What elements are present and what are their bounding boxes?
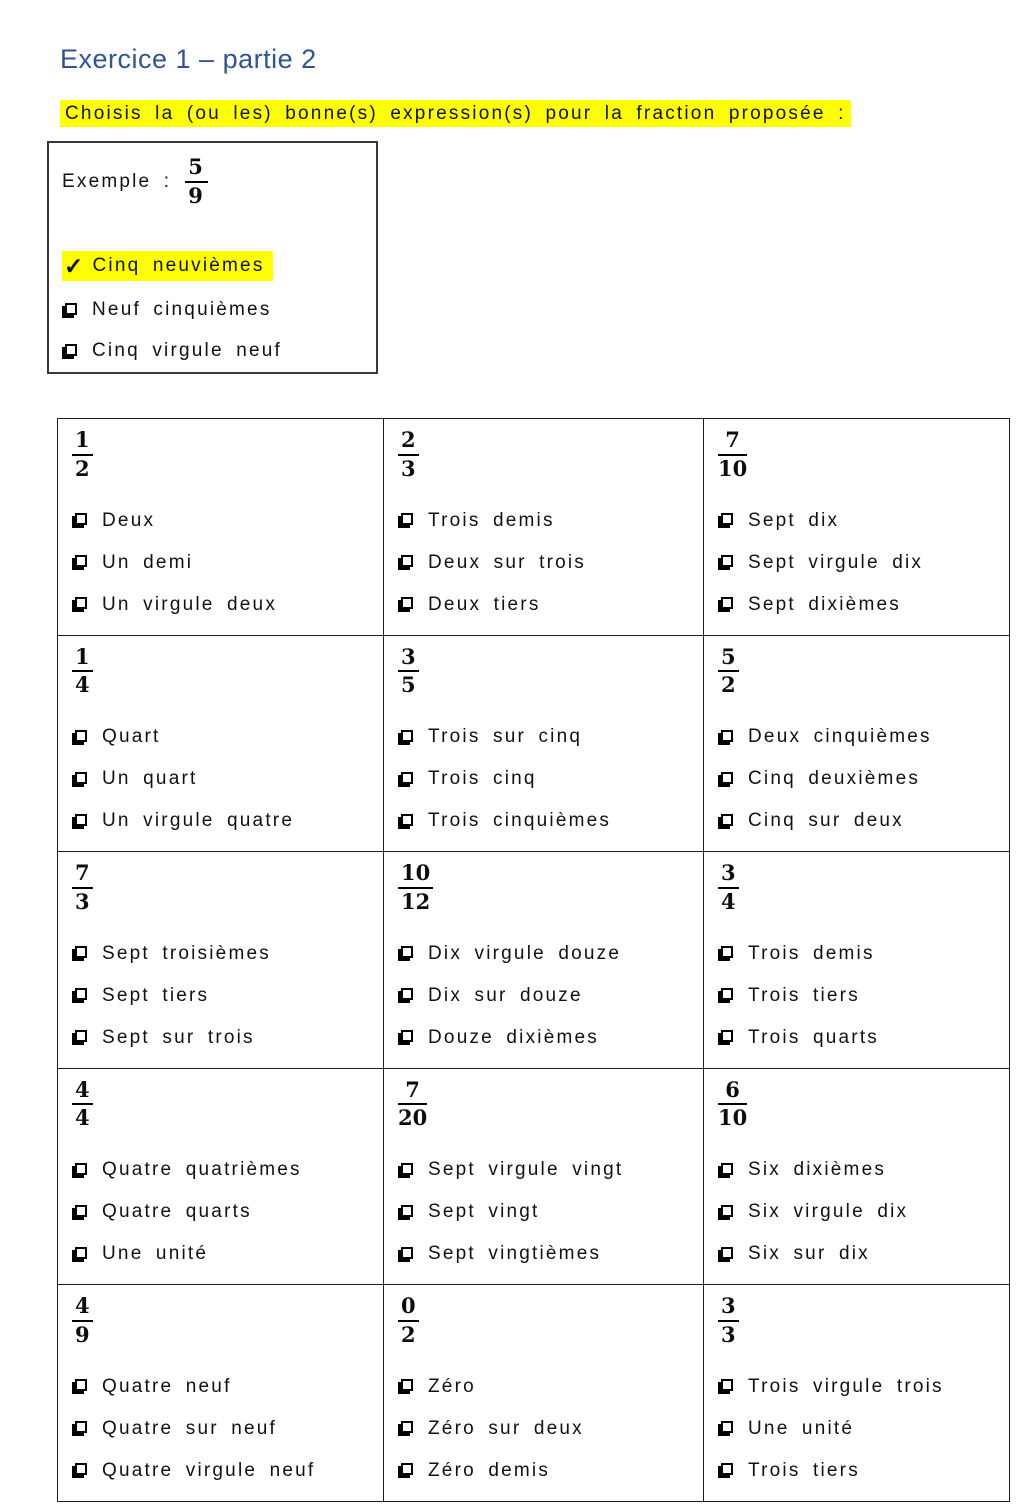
checkbox-icon[interactable] bbox=[401, 1463, 413, 1475]
option-content[interactable] bbox=[72, 509, 155, 533]
option-label: Sept dixièmes bbox=[748, 593, 901, 615]
option-row[interactable] bbox=[398, 1375, 699, 1399]
cell-fraction bbox=[718, 428, 747, 482]
option-label: Un demi bbox=[102, 551, 194, 573]
checkbox-icon[interactable] bbox=[721, 730, 733, 742]
option-row[interactable] bbox=[718, 1417, 1005, 1441]
cell-fraction bbox=[718, 645, 739, 699]
option-label: Cinq sur deux bbox=[748, 810, 904, 832]
cell-options bbox=[72, 1375, 379, 1483]
cell-options bbox=[718, 1375, 1005, 1483]
option-row[interactable] bbox=[72, 809, 379, 833]
checkbox-icon[interactable] bbox=[75, 1379, 87, 1391]
checkbox-icon[interactable] bbox=[401, 1030, 413, 1042]
option-content[interactable] bbox=[72, 767, 197, 791]
checkbox-icon[interactable] bbox=[75, 772, 87, 784]
option-row[interactable] bbox=[398, 984, 699, 1008]
fraction-numerator: 4 bbox=[72, 1078, 93, 1106]
option-content[interactable] bbox=[398, 1459, 550, 1483]
option-row[interactable] bbox=[718, 1158, 1005, 1182]
option-label: Quart bbox=[102, 726, 161, 748]
fraction-numerator: 4 bbox=[72, 1294, 93, 1322]
checkbox-icon[interactable] bbox=[75, 555, 87, 567]
option-row[interactable] bbox=[72, 942, 379, 966]
cell-fraction bbox=[72, 861, 93, 915]
option-label: Zéro demis bbox=[428, 1459, 551, 1481]
option-row[interactable] bbox=[72, 767, 379, 791]
checkbox-icon[interactable] bbox=[75, 814, 87, 826]
option-row[interactable] bbox=[718, 725, 1005, 749]
option-row[interactable] bbox=[398, 593, 699, 617]
checkbox-icon[interactable] bbox=[401, 1205, 413, 1217]
checkbox-icon[interactable] bbox=[721, 1163, 733, 1175]
option-row[interactable] bbox=[718, 551, 1005, 575]
option-row[interactable] bbox=[398, 1200, 699, 1224]
option-row[interactable] bbox=[398, 1026, 699, 1050]
fraction-cell bbox=[384, 419, 704, 636]
option-content[interactable] bbox=[72, 1242, 208, 1266]
option-label: Dix sur douze bbox=[428, 984, 583, 1006]
cell-fraction bbox=[718, 1078, 747, 1132]
cell-fraction bbox=[398, 1078, 427, 1132]
fraction-denominator: 2 bbox=[721, 672, 736, 698]
fraction-denominator: 9 bbox=[75, 1321, 90, 1347]
example-options bbox=[62, 251, 363, 363]
option-label: Quatre quatrièmes bbox=[102, 1159, 302, 1181]
cell-options bbox=[718, 509, 1005, 617]
option-label: Trois demis bbox=[748, 942, 875, 964]
table-row bbox=[58, 419, 1010, 636]
option-row[interactable] bbox=[398, 551, 699, 575]
checkbox-icon[interactable] bbox=[401, 814, 413, 826]
cell-options bbox=[398, 1375, 699, 1483]
checkbox-icon[interactable] bbox=[401, 513, 413, 525]
fractions-table bbox=[57, 418, 1010, 1502]
table-row bbox=[58, 852, 1010, 1069]
cell-fraction bbox=[398, 645, 419, 699]
checkbox-icon[interactable] bbox=[401, 946, 413, 958]
option-row[interactable] bbox=[72, 1158, 379, 1182]
option-label: Sept sur trois bbox=[102, 1026, 255, 1048]
option-content[interactable] bbox=[398, 767, 537, 791]
fraction-denominator: 20 bbox=[398, 1105, 428, 1131]
option-content[interactable] bbox=[718, 767, 920, 791]
option-label: Quatre virgule neuf bbox=[102, 1459, 316, 1481]
fraction-numerator: 3 bbox=[718, 1294, 739, 1322]
checkbox-icon[interactable] bbox=[75, 513, 87, 525]
option-label: Sept dix bbox=[748, 509, 840, 531]
cell-fraction bbox=[718, 861, 739, 915]
checkbox-icon[interactable] bbox=[721, 1421, 733, 1433]
option-row[interactable] bbox=[718, 593, 1005, 617]
option-content[interactable] bbox=[72, 942, 271, 966]
fraction-numerator: 3 bbox=[398, 645, 419, 673]
checkbox-icon[interactable] bbox=[401, 1421, 413, 1433]
option-content[interactable] bbox=[398, 509, 555, 533]
fraction-denominator: 4 bbox=[75, 672, 90, 698]
option-content[interactable] bbox=[72, 1200, 252, 1224]
highlighted-option[interactable] bbox=[62, 251, 273, 281]
fraction-numerator: 7 bbox=[398, 1078, 427, 1106]
checkbox-icon[interactable] bbox=[721, 772, 733, 784]
option-row[interactable] bbox=[72, 509, 379, 533]
checkbox-icon[interactable] bbox=[75, 1163, 87, 1175]
fraction-numerator: 3 bbox=[718, 861, 739, 889]
option-label: Deux tiers bbox=[428, 593, 541, 615]
option-label: Quatre neuf bbox=[102, 1375, 232, 1397]
checkbox-icon[interactable] bbox=[65, 303, 77, 315]
option-content[interactable] bbox=[718, 1242, 870, 1266]
checkbox-icon[interactable] bbox=[401, 1379, 413, 1391]
fraction-cell bbox=[704, 852, 1010, 1069]
checkbox-icon[interactable] bbox=[721, 946, 733, 958]
option-row[interactable] bbox=[718, 1026, 1005, 1050]
option-label: Deux bbox=[102, 509, 156, 531]
option-row[interactable] bbox=[718, 1375, 1005, 1399]
fraction-denominator: 4 bbox=[721, 888, 736, 914]
fraction-cell bbox=[704, 635, 1010, 852]
fraction-numerator: 6 bbox=[718, 1078, 747, 1106]
option-content[interactable] bbox=[398, 551, 586, 575]
option-content[interactable] bbox=[718, 1375, 944, 1399]
cell-fraction bbox=[72, 645, 93, 699]
fraction-cell bbox=[58, 635, 384, 852]
fraction-cell bbox=[58, 1068, 384, 1285]
option-row[interactable] bbox=[72, 1459, 379, 1483]
option-row[interactable] bbox=[72, 1026, 379, 1050]
option-content[interactable] bbox=[62, 339, 282, 363]
checkbox-icon[interactable] bbox=[65, 344, 77, 356]
option-label: Six sur dix bbox=[748, 1243, 870, 1265]
checkbox-icon[interactable] bbox=[401, 988, 413, 1000]
cell-options bbox=[398, 509, 699, 617]
option-label: Trois tiers bbox=[748, 1459, 860, 1481]
option-label: Une unité bbox=[102, 1243, 209, 1265]
fraction-denominator: 10 bbox=[718, 1105, 748, 1131]
fraction-cell bbox=[58, 852, 384, 1069]
option-content[interactable] bbox=[398, 593, 541, 617]
option-label: Deux cinquièmes bbox=[748, 726, 932, 748]
option-content[interactable] bbox=[62, 298, 272, 322]
option-content[interactable] bbox=[398, 1242, 601, 1266]
option-label: Trois virgule trois bbox=[748, 1375, 944, 1397]
instruction-line bbox=[60, 103, 1024, 125]
option-row[interactable] bbox=[398, 509, 699, 533]
fraction-cell bbox=[384, 1068, 704, 1285]
checkbox-icon[interactable] bbox=[75, 988, 87, 1000]
option-row[interactable] bbox=[718, 942, 1005, 966]
option-label: Une unité bbox=[748, 1417, 855, 1439]
option-label: Neuf cinquièmes bbox=[92, 299, 272, 320]
fraction-denominator: 3 bbox=[401, 455, 416, 481]
option-row[interactable] bbox=[398, 725, 699, 749]
option-label: Sept vingt bbox=[428, 1201, 540, 1223]
checkbox-icon[interactable] bbox=[75, 597, 87, 609]
cell-options bbox=[72, 725, 379, 833]
option-content[interactable] bbox=[718, 809, 904, 833]
option-content[interactable] bbox=[718, 1026, 879, 1050]
option-row[interactable] bbox=[72, 551, 379, 575]
option-label: Zéro bbox=[428, 1375, 476, 1397]
option-content[interactable] bbox=[398, 1200, 540, 1224]
option-label: Six virgule dix bbox=[748, 1201, 909, 1223]
cell-fraction bbox=[72, 1294, 93, 1348]
option-content[interactable] bbox=[718, 942, 875, 966]
option-content[interactable] bbox=[72, 984, 209, 1008]
checkbox-icon[interactable] bbox=[75, 1205, 87, 1217]
option-row[interactable] bbox=[398, 1459, 699, 1483]
option-content[interactable] bbox=[72, 1026, 255, 1050]
fraction-denominator: 9 bbox=[188, 183, 206, 208]
fraction-numerator: 7 bbox=[72, 861, 93, 889]
option-row[interactable] bbox=[718, 1242, 1005, 1266]
fraction-denominator: 12 bbox=[401, 888, 431, 914]
table-row bbox=[58, 635, 1010, 852]
option-row[interactable] bbox=[72, 1200, 379, 1224]
option-content[interactable] bbox=[398, 984, 583, 1008]
cell-options bbox=[398, 1158, 699, 1266]
cell-options bbox=[398, 725, 699, 833]
option-content[interactable] bbox=[718, 1417, 854, 1441]
fraction-numerator: 1 bbox=[72, 428, 93, 456]
option-content[interactable] bbox=[72, 551, 193, 575]
option-label: Sept vingtièmes bbox=[428, 1243, 602, 1265]
option-content[interactable] bbox=[718, 1158, 886, 1182]
option-content[interactable] bbox=[72, 1459, 315, 1483]
option-row[interactable] bbox=[72, 1375, 379, 1399]
fraction-numerator: 10 bbox=[398, 861, 433, 889]
option-row[interactable] bbox=[718, 1459, 1005, 1483]
fraction-numerator: 5 bbox=[718, 645, 739, 673]
option-row[interactable] bbox=[718, 809, 1005, 833]
option-content[interactable] bbox=[718, 1459, 860, 1483]
option-label: Sept virgule dix bbox=[748, 551, 924, 573]
checkbox-icon[interactable] bbox=[401, 597, 413, 609]
fraction-denominator: 10 bbox=[718, 455, 748, 481]
option-content[interactable] bbox=[398, 1158, 623, 1182]
option-row[interactable] bbox=[72, 593, 379, 617]
option-row[interactable] bbox=[72, 984, 379, 1008]
option-content[interactable] bbox=[72, 725, 161, 749]
checkbox-icon[interactable] bbox=[401, 1247, 413, 1259]
option-label: Douze dixièmes bbox=[428, 1026, 599, 1048]
fraction-cell bbox=[704, 1285, 1010, 1502]
cell-options bbox=[72, 1158, 379, 1266]
option-label: Trois demis bbox=[428, 509, 555, 531]
option-row[interactable] bbox=[62, 298, 363, 322]
checkbox-icon[interactable] bbox=[401, 555, 413, 567]
checkbox-icon[interactable] bbox=[721, 1463, 733, 1475]
cell-options bbox=[718, 725, 1005, 833]
page-title: Exercice 1 – partie 2 bbox=[60, 44, 317, 74]
checkbox-icon[interactable] bbox=[721, 1205, 733, 1217]
option-label: Trois cinq bbox=[428, 768, 537, 790]
cell-options bbox=[718, 1158, 1005, 1266]
instruction-highlighted-text: Choisis la (ou les) bonne(s) expression(s) pour la fraction proposée : bbox=[60, 100, 851, 127]
option-row[interactable] bbox=[398, 1417, 699, 1441]
fraction-numerator: 1 bbox=[72, 645, 93, 673]
option-label: Quatre sur neuf bbox=[102, 1417, 278, 1439]
checkbox-icon[interactable] bbox=[721, 513, 733, 525]
option-row[interactable] bbox=[72, 1417, 379, 1441]
option-row[interactable] bbox=[398, 1158, 699, 1182]
option-row[interactable] bbox=[718, 509, 1005, 533]
cell-fraction bbox=[718, 1294, 739, 1348]
cell-options bbox=[398, 942, 699, 1050]
checkbox-icon[interactable] bbox=[75, 1463, 87, 1475]
fraction-numerator: 7 bbox=[718, 428, 747, 456]
option-content[interactable] bbox=[718, 1200, 908, 1224]
option-content[interactable] bbox=[72, 1375, 232, 1399]
example-header bbox=[62, 151, 363, 213]
checkbox-icon[interactable] bbox=[401, 772, 413, 784]
cell-options bbox=[72, 509, 379, 617]
checkbox-icon[interactable] bbox=[401, 1163, 413, 1175]
option-content[interactable] bbox=[718, 725, 932, 749]
checkbox-icon[interactable] bbox=[75, 1030, 87, 1042]
option-label: Cinq deuxièmes bbox=[748, 768, 921, 790]
option-content[interactable] bbox=[398, 809, 611, 833]
fraction-denominator: 2 bbox=[75, 455, 90, 481]
cell-fraction bbox=[398, 428, 419, 482]
fraction-denominator: 4 bbox=[75, 1105, 90, 1131]
table-row bbox=[58, 1068, 1010, 1285]
fraction-numerator: 2 bbox=[398, 428, 419, 456]
option-row[interactable] bbox=[398, 809, 699, 833]
checkbox-icon[interactable] bbox=[721, 597, 733, 609]
cell-options bbox=[72, 942, 379, 1050]
option-content[interactable] bbox=[718, 509, 839, 533]
option-label: Cinq virgule neuf bbox=[92, 340, 282, 361]
fraction-denominator: 5 bbox=[401, 672, 416, 698]
checkmark-icon[interactable]: ✓ bbox=[64, 253, 86, 279]
checkbox-icon[interactable] bbox=[721, 1030, 733, 1042]
option-label: Sept tiers bbox=[102, 984, 210, 1006]
checkbox-icon[interactable] bbox=[75, 1421, 87, 1433]
option-label: Trois tiers bbox=[748, 984, 860, 1006]
option-content[interactable] bbox=[718, 593, 901, 617]
option-content[interactable] bbox=[398, 942, 621, 966]
option-label: Zéro sur deux bbox=[428, 1417, 584, 1439]
option-label: Dix virgule douze bbox=[428, 942, 622, 964]
cell-fraction bbox=[72, 1078, 93, 1132]
checkbox-icon[interactable] bbox=[721, 1247, 733, 1259]
fraction-denominator: 3 bbox=[75, 888, 90, 914]
option-row[interactable] bbox=[398, 942, 699, 966]
option-label: Cinq neuvièmes bbox=[92, 255, 265, 276]
option-content[interactable] bbox=[398, 1417, 584, 1441]
option-content[interactable] bbox=[398, 725, 582, 749]
option-row[interactable] bbox=[718, 984, 1005, 1008]
fraction-cell bbox=[384, 635, 704, 852]
option-content[interactable] bbox=[398, 1026, 599, 1050]
fraction-denominator: 3 bbox=[721, 1321, 736, 1347]
option-content[interactable] bbox=[718, 551, 923, 575]
table-row bbox=[58, 1285, 1010, 1502]
fraction-cell bbox=[704, 419, 1010, 636]
cell-fraction bbox=[398, 1294, 419, 1348]
option-content[interactable] bbox=[72, 1417, 277, 1441]
option-label: Sept virgule vingt bbox=[428, 1159, 624, 1181]
option-row[interactable] bbox=[62, 251, 363, 281]
option-label: Un virgule quatre bbox=[102, 810, 295, 832]
option-row[interactable] bbox=[398, 767, 699, 791]
option-label: Trois cinquièmes bbox=[428, 810, 612, 832]
option-label: Sept troisièmes bbox=[102, 942, 271, 964]
checkbox-icon[interactable] bbox=[721, 814, 733, 826]
checkbox-icon[interactable] bbox=[75, 730, 87, 742]
checkbox-icon[interactable] bbox=[75, 1247, 87, 1259]
option-label: Deux sur trois bbox=[428, 551, 587, 573]
fraction-cell bbox=[704, 1068, 1010, 1285]
option-label: Un virgule deux bbox=[102, 593, 278, 615]
checkbox-icon[interactable] bbox=[721, 988, 733, 1000]
fraction-cell bbox=[384, 1285, 704, 1502]
checkbox-icon[interactable] bbox=[75, 946, 87, 958]
option-row[interactable] bbox=[718, 767, 1005, 791]
checkbox-icon[interactable] bbox=[721, 555, 733, 567]
option-content[interactable] bbox=[72, 593, 277, 617]
option-content[interactable] bbox=[72, 1158, 302, 1182]
fraction-numerator: 5 bbox=[185, 155, 208, 183]
cell-fraction bbox=[398, 861, 433, 915]
fraction-cell bbox=[58, 1285, 384, 1502]
checkbox-icon[interactable] bbox=[401, 730, 413, 742]
option-content[interactable] bbox=[398, 1375, 476, 1399]
option-row[interactable] bbox=[398, 1242, 699, 1266]
option-label: Quatre quarts bbox=[102, 1201, 252, 1223]
option-row[interactable] bbox=[72, 725, 379, 749]
option-content[interactable] bbox=[718, 984, 860, 1008]
fraction-cell bbox=[58, 419, 384, 636]
fraction-cell bbox=[384, 852, 704, 1069]
fraction-numerator: 0 bbox=[398, 1294, 419, 1322]
example-fraction bbox=[185, 155, 208, 209]
cell-options bbox=[718, 942, 1005, 1050]
option-label: Trois sur cinq bbox=[428, 726, 583, 748]
cell-fraction bbox=[72, 428, 93, 482]
example-box bbox=[47, 141, 378, 374]
checkbox-icon[interactable] bbox=[721, 1379, 733, 1391]
option-row[interactable] bbox=[62, 339, 363, 363]
option-row[interactable] bbox=[72, 1242, 379, 1266]
option-label: Six dixièmes bbox=[748, 1159, 887, 1181]
example-label: Exemple : bbox=[62, 171, 172, 192]
fraction-denominator: 2 bbox=[401, 1321, 416, 1347]
option-content[interactable] bbox=[72, 809, 294, 833]
option-label: Trois quarts bbox=[748, 1026, 880, 1048]
option-row[interactable] bbox=[718, 1200, 1005, 1224]
option-label: Un quart bbox=[102, 768, 198, 790]
